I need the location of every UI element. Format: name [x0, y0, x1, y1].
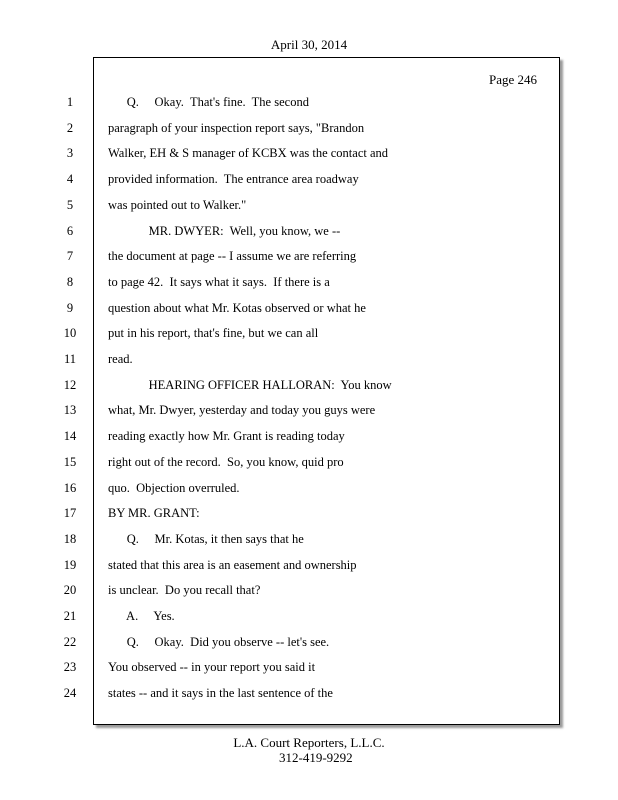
line-number: 16 [63, 480, 77, 495]
transcript-line-text: Q. Mr. Kotas, it then says that he [108, 531, 304, 546]
transcript-line-text: HEARING OFFICER HALLORAN: You know [108, 377, 392, 392]
footer-company: L.A. Court Reporters, L.L.C. [233, 735, 385, 750]
line-number: 18 [63, 531, 77, 546]
line-number: 23 [63, 660, 77, 675]
transcript-line-text: paragraph of your inspection report says, "Brandon [108, 120, 365, 135]
line-number: 21 [63, 609, 77, 623]
line-number: 14 [63, 429, 77, 444]
line-number: 15 [63, 454, 77, 469]
transcript-line-text: BY MR. GRANT: [108, 506, 200, 521]
transcript-line-text: stated that this area is an easement and ownership [108, 557, 357, 572]
line-number: 10 [63, 326, 77, 341]
page-number-label: Page 246 [488, 72, 537, 87]
transcript-line-text: Q. Okay. That's fine. The second [108, 95, 309, 109]
transcript-line-text: right out of the record. So, you know, quid pro [108, 454, 344, 469]
line-number: 6 [66, 223, 74, 238]
transcript-line-text: read. [108, 352, 133, 366]
line-number: 3 [66, 146, 74, 161]
line-number: 19 [63, 557, 77, 572]
transcript-line-text: question about what Mr. Kotas observed or what he [108, 300, 366, 315]
line-number: 8 [66, 274, 74, 289]
transcript-line-text: provided information. The entrance area roadway [108, 172, 359, 187]
transcript-line-text: what, Mr. Dwyer, yesterday and today you guys were [108, 403, 376, 418]
line-number: 13 [63, 403, 77, 418]
transcript-line-text: Walker, EH & S manager of KCBX was the contact and [108, 146, 389, 161]
line-number: 2 [66, 120, 74, 135]
transcript-line-text: MR. DWYER: Well, you know, we -- [108, 223, 341, 238]
footer-phone: 312-419-9292 [279, 750, 353, 765]
transcript-line-text: is unclear. Do you recall that? [108, 583, 261, 598]
transcript-line-text: was pointed out to Walker." [108, 197, 247, 212]
transcript-line-text: the document at page -- I assume we are referring [108, 249, 357, 264]
line-number: 17 [63, 506, 77, 521]
transcript-line-text: Q. Okay. Did you observe -- let's see. [108, 634, 330, 649]
line-number: 5 [66, 197, 74, 212]
transcript-line-text: reading exactly how Mr. Grant is reading today [108, 429, 345, 444]
transcript-line-text: quo. Objection overruled. [108, 480, 240, 495]
line-number: 4 [66, 172, 74, 187]
transcript-line-text: states -- and it says in the last sentence of the [108, 686, 333, 701]
transcript-line-text: You observed -- in your report you said it [108, 660, 316, 675]
line-number: 12 [63, 377, 77, 392]
line-number: 20 [63, 583, 77, 598]
transcript-line-text: A. Yes. [108, 609, 175, 623]
line-number: 7 [66, 249, 74, 264]
transcript-line-text: put in his report, that's fine, but we can all [108, 326, 319, 341]
line-number: 11 [63, 352, 77, 366]
line-number: 9 [66, 300, 74, 315]
line-number: 24 [63, 686, 77, 701]
header-date: April 30, 2014 [270, 37, 348, 52]
transcript-line-text: to page 42. It says what it says. If there is a [108, 274, 330, 289]
line-number: 1 [66, 95, 74, 109]
line-number: 22 [63, 634, 77, 649]
